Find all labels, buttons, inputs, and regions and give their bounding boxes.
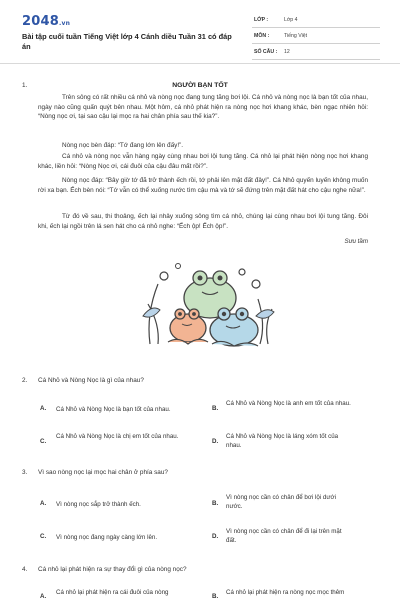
question-number: 3.: [22, 469, 28, 476]
option-letter: D.: [212, 533, 219, 540]
option-letter: B.: [212, 593, 219, 600]
meta-value: Lớp 4: [284, 17, 298, 23]
answer-option[interactable]: Cá Nhỏ và Nòng Nọc là láng xóm tốt của nhau.: [226, 433, 339, 449]
meta-key: MÔN :: [254, 33, 270, 39]
answer-option[interactable]: Vì nòng nọc sắp trở thành ếch.: [56, 501, 141, 508]
document-meta: [252, 12, 380, 60]
question-number: 4.: [22, 566, 28, 573]
answer-option[interactable]: Cá Nhỏ và Nòng Nọc là chị em tốt của nhau.: [56, 433, 179, 440]
story-source: Sưu tầm: [344, 238, 368, 245]
story-paragraph: Nòng nọc bèn đáp: “Tớ đang lớn lên đấy!”.: [62, 142, 184, 149]
story-paragraph: Cá nhỏ và nòng nọc vẫn hàng ngày cùng nhau bơi lội tung tăng. Cá nhỏ lại phát hiện nòng nọc hơi khang khác, liền hỏi: “Nòng Nọc ơi, cái đuôi của cậu đâu mất rồi?”.: [38, 153, 368, 170]
question-number: 2.: [22, 377, 28, 384]
answer-option[interactable]: Cá nhỏ lại phát hiện ra cái đuôi của nòng: [56, 589, 169, 596]
answer-option[interactable]: Vì nòng nọc đang ngày càng lớn lên.: [56, 534, 158, 541]
question-number: 1.: [22, 82, 28, 89]
question-text: Cá Nhỏ và Nòng Nọc là gì của nhau?: [38, 377, 144, 384]
answer-option[interactable]: Vì nòng nọc cần có chân để bơi lội dưới nước.: [226, 494, 336, 510]
option-letter: D.: [212, 438, 219, 445]
meta-key: SỐ CÂU :: [254, 49, 278, 55]
option-letter: C.: [40, 533, 47, 540]
option-letter: B.: [212, 500, 219, 507]
frogs-illustration: [138, 254, 278, 352]
answer-option[interactable]: Vì nòng nọc cần có chân để đi lại trên mặt đất.: [226, 528, 342, 544]
logo-text: 2048: [22, 14, 59, 29]
option-letter: B.: [212, 405, 219, 412]
meta-key: LỚP :: [254, 17, 269, 23]
meta-row-subject: [252, 28, 380, 44]
meta-value: Tiếng Việt: [284, 33, 308, 39]
meta-row-count: [252, 44, 380, 60]
document-title: Bài tập cuối tuần Tiếng Việt lớp 4 Cánh diều Tuần 31 có đáp án: [22, 32, 232, 51]
option-letter: A.: [40, 405, 47, 412]
story-paragraph: Nòng nọc đáp: “Bây giờ tớ đã trở thành ếch rồi, tớ phải lên mặt đất đây!”. Cá Nhỏ quyến luyến không muốn rời xa bạn. Ếch bèn nói: “Tớ vẫn có thể xuống nước tìm cậu mà và tớ sẽ đứng trên mặt đất hát cho cậu nghe nữa!”.: [38, 177, 368, 194]
question-text: Cá nhỏ lại phát hiện ra sự thay đổi gì của nòng nọc?: [38, 566, 187, 573]
story-title: NGƯỜI BẠN TỐT: [172, 82, 228, 89]
logo-suffix: .vn: [58, 20, 71, 27]
option-letter: A.: [40, 593, 47, 600]
answer-option[interactable]: Cá nhỏ lại phát hiện ra nòng nọc mọc thêm: [226, 589, 345, 596]
answer-option[interactable]: Cá Nhỏ và Nòng Nọc là bạn tốt của nhau.: [56, 406, 171, 413]
question-text: Vì sao nòng nọc lại mọc hai chân ở phía sau?: [38, 469, 168, 476]
option-letter: C.: [40, 438, 47, 445]
story-paragraph: Từ đó về sau, thi thoảng, ếch lại nhảy xuống sông tìm cá nhỏ, chúng lại cùng nhau bơi lội tung tăng. Đôi khi, ếch lại ngồi trên lá sen hát cho cá nhỏ nghe: “Ếch ộp! Ếch ộp!”.: [38, 213, 368, 230]
answer-option[interactable]: Cá Nhỏ và Nòng Nọc là anh em tốt của nhau.: [226, 400, 351, 407]
meta-value: 12: [284, 49, 290, 55]
page-header: [0, 0, 400, 64]
meta-row-grade: [252, 12, 380, 28]
site-logo[interactable]: [22, 14, 70, 29]
story-paragraph: Trên sông có rất nhiều cá nhỏ và nòng nọc đang tung tăng bơi lội. Cá nhỏ và nòng nọc là bạn tốt của nhau, ngày nào cũng quấn quýt bên nhau. Một hôm, cá nhỏ phát hiện ra nòng nọc hơi khang khác, bèn ngạc nhiên hỏi: “Nòng nọc ơi, tại sao cậu lại mọc ra hai chân phía sau thế kia?”.: [38, 94, 368, 121]
option-letter: A.: [40, 500, 47, 507]
